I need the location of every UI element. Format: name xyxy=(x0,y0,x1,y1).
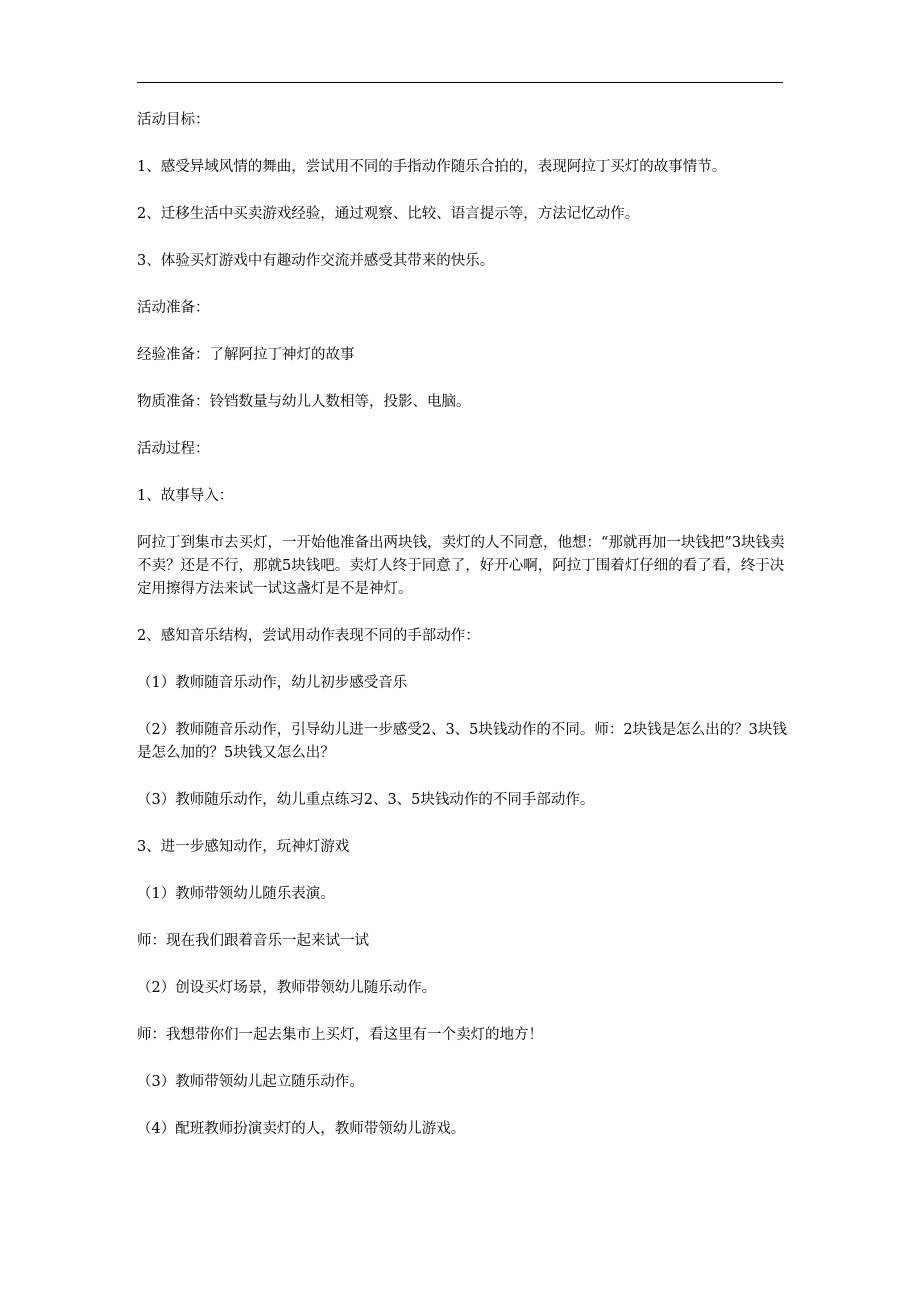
preparation-materials: 物质准备：铃铛数量与幼儿人数相等，投影、电脑。 xyxy=(137,394,471,410)
story-paragraph: 阿拉丁到集市去买灯，一开始他准备出两块钱，卖灯的人不同意，他想：“那就再加一块钱把”3块钱卖不卖？还是不行，那就5块钱吧。卖灯人终于同意了，好开心啊，阿拉丁围着灯仔细的看了看，终于决定用擦得方法来试一试这盏灯是不是神灯。 xyxy=(137,535,785,597)
teacher-line-1: 师：现在我们跟着音乐一起来试一试 xyxy=(137,933,369,949)
step-2-sub-2: （2）教师随音乐动作，引导幼儿进一步感受2、3、5块钱动作的不同。师：2块钱是怎么出的？3块钱是怎么加的？5块钱又怎么出？ xyxy=(137,722,787,761)
step-3-sub-1: （1）教师带领幼儿随乐表演。 xyxy=(137,886,335,902)
step-1-heading: 1、故事导入： xyxy=(137,488,234,504)
step-3-heading: 3、进一步感知动作，玩神灯游戏 xyxy=(137,839,350,855)
step-3-sub-2: （2）创设买灯场景，教师带领幼儿随乐动作。 xyxy=(137,980,437,996)
teacher-line-2: 师：我想带你们一起去集市上买灯，看这里有一个卖灯的地方！ xyxy=(137,1027,543,1043)
header-rule xyxy=(137,82,783,83)
section-heading-goals: 活动目标： xyxy=(137,112,210,128)
section-heading-process: 活动过程： xyxy=(137,441,210,457)
step-2-sub-1: （1）教师随音乐动作，幼儿初步感受音乐 xyxy=(137,675,408,691)
goal-item-3: 3、体验买灯游戏中有趣动作交流并感受其带来的快乐。 xyxy=(137,253,495,269)
document-body xyxy=(137,109,787,1141)
goal-item-2: 2、迁移生活中买卖游戏经验，通过观察、比较、语言提示等，方法记忆动作。 xyxy=(137,206,640,222)
step-3-sub-4: （4）配班教师扮演卖灯的人，教师带领幼儿游戏。 xyxy=(137,1121,466,1137)
preparation-experience: 经验准备：了解阿拉丁神灯的故事 xyxy=(137,347,355,363)
goal-item-1: 1、感受异域风情的舞曲，尝试用不同的手指动作随乐合拍的，表现阿拉丁买灯的故事情节。 xyxy=(137,159,727,175)
step-2-heading: 2、感知音乐结构，尝试用动作表现不同的手部动作： xyxy=(137,628,480,644)
step-3-sub-3: （3）教师带领幼儿起立随乐动作。 xyxy=(137,1074,364,1090)
section-heading-preparation: 活动准备： xyxy=(137,300,210,316)
step-2-sub-3: （3）教师随乐动作，幼儿重点练习2、3、5块钱动作的不同手部动作。 xyxy=(137,792,595,808)
